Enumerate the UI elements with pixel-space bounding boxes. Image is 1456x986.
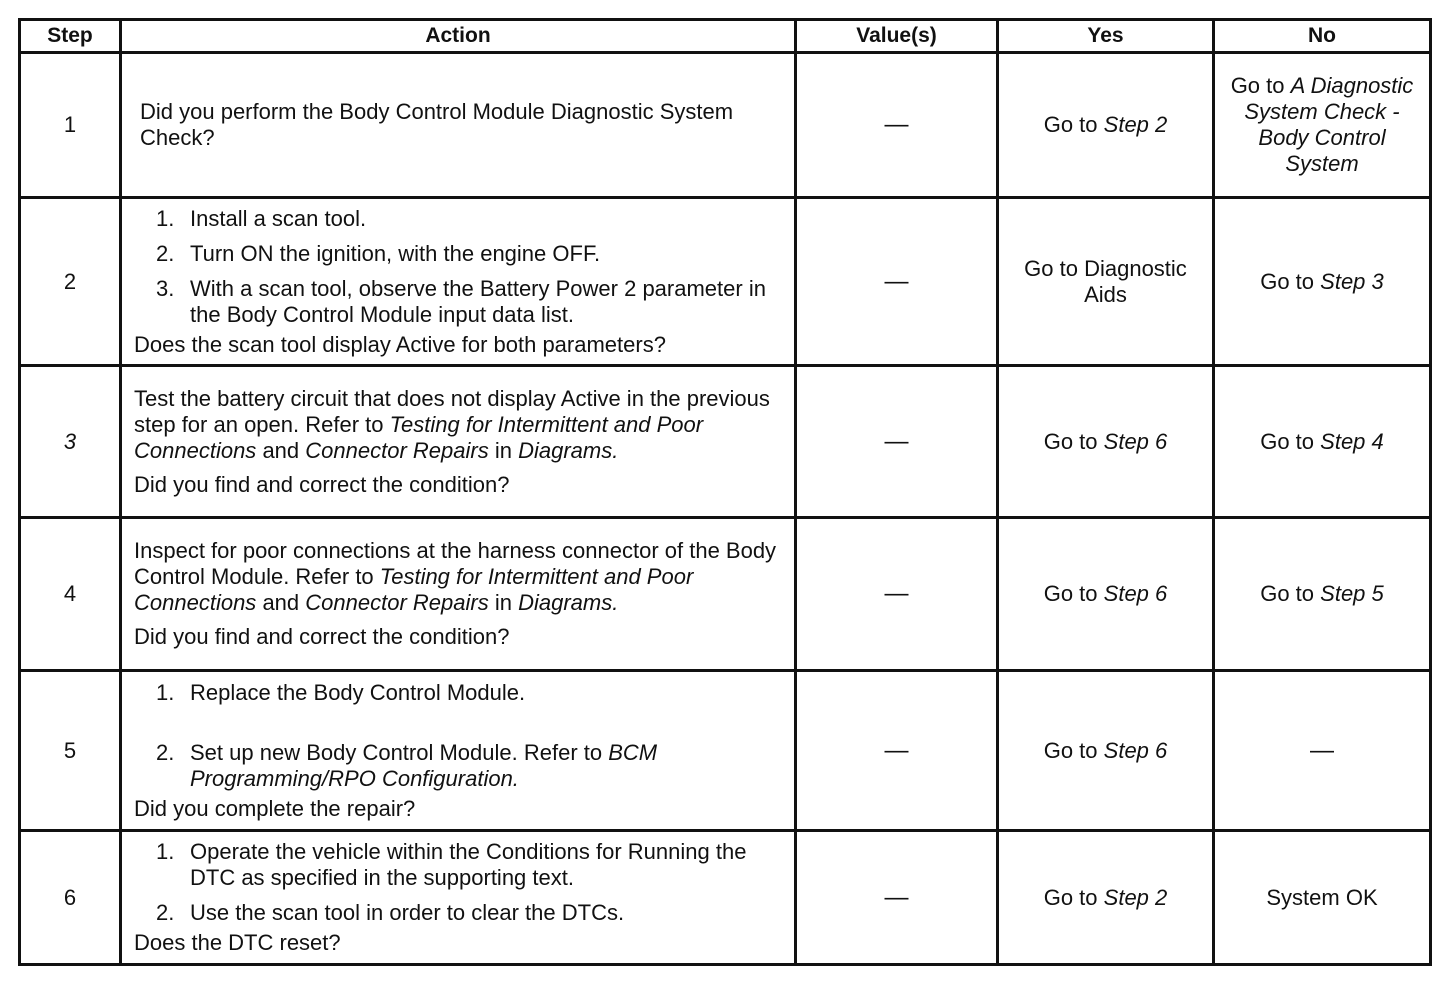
header-step: Step bbox=[20, 20, 121, 53]
action-text-part: Test the battery circuit that does not display Active in the previous step for an open. Refer to bbox=[134, 385, 770, 437]
header-no: No bbox=[1214, 20, 1431, 53]
no-prefix: Go to bbox=[1260, 581, 1315, 606]
no-prefix: Go to bbox=[1230, 73, 1285, 98]
yes-link[interactable]: Step 6 bbox=[1103, 581, 1168, 606]
item-text: Install a scan tool. bbox=[190, 205, 367, 231]
step-number: 1 bbox=[20, 53, 121, 198]
step-number: 6 bbox=[20, 831, 121, 965]
reference-link[interactable]: BCM Programming/RPO Configuration. bbox=[190, 739, 658, 791]
value-cell: — bbox=[796, 198, 998, 366]
reference-link[interactable]: Testing for Intermittent and Poor Connections bbox=[134, 411, 704, 463]
yes-link[interactable]: Go to Diagnostic Aids bbox=[1024, 255, 1187, 307]
action-list bbox=[134, 680, 782, 792]
action-question: Did you complete the repair? bbox=[134, 795, 416, 821]
no-cell bbox=[1214, 198, 1431, 366]
yes-prefix: Go to bbox=[1043, 112, 1098, 137]
no-link[interactable]: Step 3 bbox=[1320, 268, 1384, 294]
action-list bbox=[134, 206, 782, 328]
no-cell: — bbox=[1214, 671, 1431, 831]
action-cell bbox=[121, 518, 796, 671]
yes-link[interactable]: Step 6 bbox=[1103, 428, 1168, 454]
list-item bbox=[134, 206, 782, 232]
list-item bbox=[134, 740, 782, 792]
no-cell: System OK bbox=[1214, 831, 1431, 965]
item-number: 2. bbox=[156, 900, 175, 925]
list-item bbox=[134, 900, 782, 926]
no-link[interactable]: Step 5 bbox=[1320, 581, 1384, 606]
yes-link[interactable]: Step 2 bbox=[1103, 112, 1168, 137]
action-text-part: and bbox=[262, 590, 300, 615]
value-cell: — bbox=[796, 518, 998, 671]
no-cell bbox=[1214, 518, 1431, 671]
value-cell: — bbox=[796, 53, 998, 198]
yes-cell bbox=[998, 366, 1214, 518]
yes-cell bbox=[998, 518, 1214, 671]
action-question: Did you find and correct the condition? bbox=[134, 624, 510, 649]
item-number: 3. bbox=[156, 275, 175, 301]
item-text: Set up new Body Control Module. Refer to bbox=[190, 739, 603, 765]
yes-cell bbox=[998, 198, 1214, 366]
item-number: 1. bbox=[156, 205, 175, 231]
action-text bbox=[134, 386, 782, 464]
no-prefix: Go to bbox=[1260, 268, 1315, 294]
item-number: 1. bbox=[156, 679, 175, 705]
action-cell bbox=[121, 366, 796, 518]
item-text: Use the scan tool in order to clear the DTCs. bbox=[190, 900, 625, 925]
item-text: Turn ON the ignition, with the engine OFF. bbox=[190, 240, 601, 266]
step-number: 4 bbox=[20, 518, 121, 671]
item-text: Operate the vehicle within the Conditions for Running the DTC as specified in the supporting text. bbox=[190, 839, 747, 890]
action-text-part: in bbox=[494, 590, 512, 615]
list-item bbox=[134, 241, 782, 267]
step-number: 5 bbox=[20, 671, 121, 831]
action-text-part: and bbox=[262, 437, 300, 463]
action-cell bbox=[121, 198, 796, 366]
yes-prefix: Go to bbox=[1043, 884, 1098, 910]
no-cell bbox=[1214, 366, 1431, 518]
action-question: Does the scan tool display Active for both parameters? bbox=[134, 331, 666, 357]
table-row bbox=[20, 831, 1431, 965]
action-text-part: Inspect for poor connections at the harness connector of the Body Control Module. Refer to bbox=[134, 538, 777, 589]
yes-link[interactable]: Step 6 bbox=[1103, 737, 1168, 763]
yes-prefix: Go to bbox=[1043, 428, 1098, 454]
action-text bbox=[134, 538, 782, 616]
item-text: Replace the Body Control Module. bbox=[190, 679, 526, 705]
action-cell bbox=[121, 831, 796, 965]
item-number: 1. bbox=[156, 839, 175, 864]
table-row bbox=[20, 198, 1431, 366]
yes-cell bbox=[998, 671, 1214, 831]
header-action: Action bbox=[121, 20, 796, 53]
item-text: With a scan tool, observe the Battery Power 2 parameter in the Body Control Module input data list. bbox=[190, 275, 766, 327]
table-row bbox=[20, 366, 1431, 518]
yes-prefix: Go to bbox=[1043, 737, 1098, 763]
action-text-part: in bbox=[494, 437, 512, 463]
action-question: Did you perform the Body Control Module Diagnostic System Check? bbox=[140, 99, 734, 150]
reference-link[interactable]: Connector Repairs bbox=[305, 437, 489, 463]
action-cell bbox=[121, 53, 796, 198]
reference-link[interactable]: Diagrams. bbox=[518, 437, 619, 463]
item-number: 2. bbox=[156, 739, 175, 765]
table-row bbox=[20, 671, 1431, 831]
no-cell bbox=[1214, 53, 1431, 198]
diagnostic-table bbox=[18, 18, 1432, 966]
no-prefix: Go to bbox=[1260, 428, 1315, 454]
no-link[interactable]: A Diagnostic System Check - Body Control System bbox=[1244, 73, 1414, 176]
step-number: 3 bbox=[20, 366, 121, 518]
value-cell: — bbox=[796, 366, 998, 518]
reference-link[interactable]: Diagrams. bbox=[518, 590, 619, 615]
list-item bbox=[134, 276, 782, 328]
value-cell: — bbox=[796, 671, 998, 831]
action-list bbox=[134, 839, 782, 926]
header-values: Value(s) bbox=[796, 20, 998, 53]
yes-prefix: Go to bbox=[1043, 581, 1098, 606]
list-item bbox=[134, 680, 782, 706]
step-number: 2 bbox=[20, 198, 121, 366]
header-row bbox=[20, 20, 1431, 53]
reference-link[interactable]: Testing for Intermittent and Poor Connections bbox=[134, 564, 694, 615]
item-number: 2. bbox=[156, 240, 175, 266]
action-question: Did you find and correct the condition? bbox=[134, 471, 510, 497]
yes-link[interactable]: Step 2 bbox=[1103, 884, 1168, 910]
table-row bbox=[20, 518, 1431, 671]
table-row bbox=[20, 53, 1431, 198]
no-link[interactable]: Step 4 bbox=[1320, 428, 1384, 454]
reference-link[interactable]: Connector Repairs bbox=[305, 590, 489, 615]
yes-cell bbox=[998, 831, 1214, 965]
value-cell: — bbox=[796, 831, 998, 965]
header-yes: Yes bbox=[998, 20, 1214, 53]
action-question: Does the DTC reset? bbox=[134, 930, 341, 955]
yes-cell bbox=[998, 53, 1214, 198]
action-cell bbox=[121, 671, 796, 831]
list-item bbox=[134, 839, 782, 891]
